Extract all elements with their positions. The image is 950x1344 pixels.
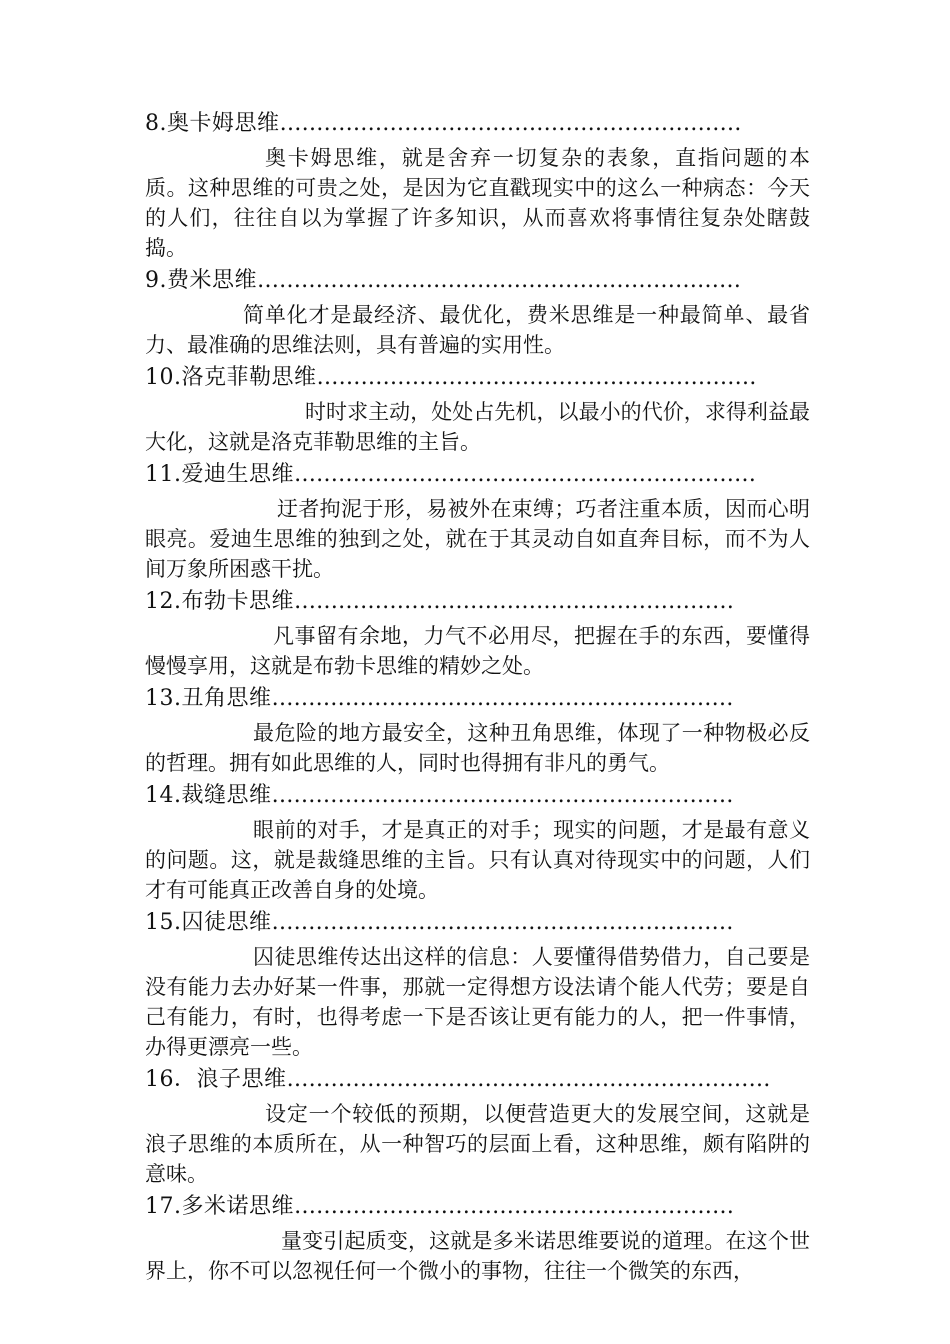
section-body <box>145 621 810 681</box>
section <box>145 1062 810 1189</box>
section-title: 11.爱迪生思维 <box>145 462 294 487</box>
leader-dots: …………………………………………………… <box>316 365 757 390</box>
section <box>145 905 810 1062</box>
section <box>145 263 810 360</box>
leader-dots: ……………………………………………………… <box>279 111 742 136</box>
section-body-text: 凡事留有余地，力气不必用尽，把握在手的东西，要懂得慢慢享用，这就是布勃卡思维的精妙之处。 <box>145 624 810 678</box>
leader-dots: ……………………………………………………… <box>271 783 734 808</box>
section-title: 12.布勃卡思维 <box>145 589 294 614</box>
section-body <box>145 300 810 360</box>
section-heading <box>145 584 810 619</box>
section <box>145 778 810 905</box>
section-body-text: 眼前的对手，才是真正的对手；现实的问题，才是最有意义的问题。这，就是裁缝思维的主旨。只有认真对待现实中的问题，人们才有可能真正改善自身的处境。 <box>145 818 810 902</box>
section-body <box>145 718 810 778</box>
section <box>145 360 810 457</box>
section-heading <box>145 778 810 813</box>
section-body-text: 迂者拘泥于形，易被外在束缚；巧者注重本质，因而心明眼亮。爱迪生思维的独到之处，就在于其灵动自如直奔目标，而不为人间万象所困惑干扰。 <box>145 497 810 581</box>
leader-dots: ………………………………………………………… <box>286 1067 771 1092</box>
section-body-text: 简单化才是最经济、最优化，费米思维是一种最简单、最省力、最准确的思维法则，具有普遍的实用性。 <box>145 303 810 357</box>
section-heading <box>145 106 810 141</box>
section <box>145 106 810 263</box>
section <box>145 584 810 681</box>
section-body <box>145 397 810 457</box>
section-body-text: 奥卡姆思维，就是舍弃一切复杂的表象，直指问题的本质。这种思维的可贵之处，是因为它直戳现实中的这么一种病态：今天的人们，往往自以为掌握了许多知识，从而喜欢将事情往复杂处瞎鼓捣。 <box>145 146 810 260</box>
leader-dots: …………………………………………………… <box>294 589 734 614</box>
section-body <box>145 494 810 584</box>
document-page <box>145 106 810 1286</box>
section-heading <box>145 360 810 395</box>
leader-dots: ……………………………………………………… <box>271 686 734 711</box>
section-heading <box>145 263 810 298</box>
leader-dots: ………………………………………………………… <box>257 268 741 293</box>
section-heading <box>145 1189 810 1224</box>
section-title: 16．浪子思维 <box>145 1067 287 1092</box>
section <box>145 681 810 778</box>
section-list <box>145 106 810 1286</box>
section-title: 8.奥卡姆思维 <box>145 111 280 136</box>
section-heading <box>145 457 810 492</box>
section-heading <box>145 681 810 716</box>
leader-dots: …………………………………………………… <box>294 1194 734 1219</box>
section-body <box>145 1099 810 1189</box>
section-body <box>145 143 810 263</box>
section-title: 13.丑角思维 <box>145 686 272 711</box>
section-title: 14.裁缝思维 <box>145 783 272 808</box>
section-title: 9.费米思维 <box>145 268 257 293</box>
leader-dots: ……………………………………………………… <box>271 910 734 935</box>
section-heading <box>145 905 810 940</box>
section <box>145 1189 810 1286</box>
section-title: 10.洛克菲勒思维 <box>145 365 317 390</box>
section-title: 15.囚徒思维 <box>145 910 272 935</box>
section <box>145 457 810 584</box>
section-body <box>145 942 810 1062</box>
section-body <box>145 815 810 905</box>
section-body-text: 时时求主动，处处占先机，以最小的代价，求得利益最大化，这就是洛克菲勒思维的主旨。 <box>145 400 810 454</box>
leader-dots: ……………………………………………………… <box>294 462 756 487</box>
section-body-text: 囚徒思维传达出这样的信息：人要懂得借势借力，自己要是没有能力去办好某一件事，那就一定得想方设法请个能人代劳；要是自己有能力，有时，也得考虑一下是否该让更有能力的人，把一件事情，办得更漂亮一些。 <box>145 945 810 1059</box>
section-body-text: 最危险的地方最安全，这种丑角思维，体现了一种物极必反的哲理。拥有如此思维的人，同时也得拥有非凡的勇气。 <box>145 721 810 775</box>
section-body <box>145 1226 810 1286</box>
section-title: 17.多米诺思维 <box>145 1194 294 1219</box>
section-body-text: 设定一个较低的预期，以便营造更大的发展空间，这就是浪子思维的本质所在，从一种智巧的层面上看，这种思维，颇有陷阱的意味。 <box>145 1102 810 1186</box>
section-heading <box>145 1062 810 1097</box>
section-body-text: 量变引起质变，这就是多米诺思维要说的道理。在这个世界上，你不可以忽视任何一个微小的事物，往往一个微笑的东西， <box>145 1229 810 1283</box>
